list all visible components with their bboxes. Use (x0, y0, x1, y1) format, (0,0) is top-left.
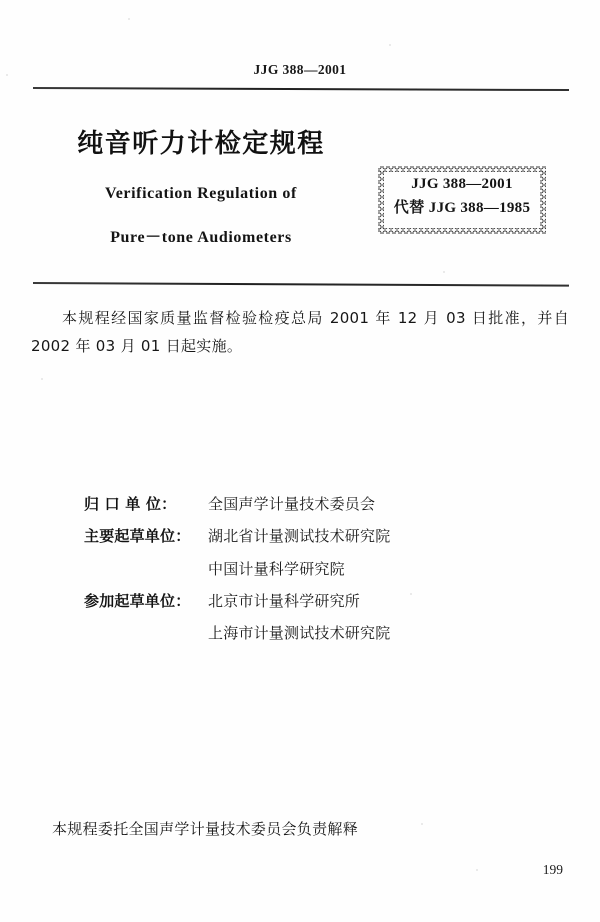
credit-row (84, 520, 504, 552)
title-divider-rule (33, 282, 569, 286)
credit-label-responsible-body: 归 口 单 位： (84, 495, 177, 513)
scan-speck (128, 18, 130, 20)
title-english-line-2: Pure－tone Audiometers (110, 228, 292, 246)
scan-speck (410, 593, 412, 595)
standard-number-box (376, 164, 548, 236)
header-rule (33, 87, 569, 91)
title-block (36, 128, 366, 247)
credit-label-principal-drafters: 主要起草单位： (84, 527, 191, 546)
scan-speck (443, 271, 445, 273)
title-chinese: 纯音听力计检定规程 (77, 129, 325, 159)
scan-speck (421, 823, 423, 825)
credit-value-participating-drafter-1: 北京市计量科学研究所 (208, 591, 361, 610)
credit-row (84, 585, 504, 617)
interpretation-note: 本规程委托全国声学计量技术委员会负责解释 (52, 820, 359, 838)
approval-paragraph (31, 305, 569, 361)
standard-replaces-number: JJG 388—1985 (428, 200, 531, 217)
scan-speck (476, 869, 478, 871)
scan-speck (389, 44, 391, 46)
title-english-line-1: Verification Regulation of (105, 184, 297, 202)
standard-replaces-label: 代替 (393, 198, 425, 217)
standard-number: JJG 388—2001 (411, 176, 513, 192)
credit-row (84, 553, 504, 585)
standard-replaces (382, 196, 542, 220)
credit-value-principal-drafter-1: 湖北省计量测试技术研究院 (208, 527, 391, 546)
running-head: JJG 388—2001 (253, 62, 347, 77)
credit-value-participating-drafter-2: 上海市计量测试技术研究院 (208, 624, 391, 642)
credit-label-participating-drafters: 参加起草单位： (84, 591, 191, 610)
credit-row (84, 488, 504, 520)
approval-text: 本规程经国家质量监督检验检疫总局 2001 年 12 月 03 日批准，并自 2002 年 03 月 01 日起实施。 (31, 309, 569, 355)
scan-speck (6, 74, 8, 76)
credit-value-principal-drafter-2: 中国计量科学研究院 (208, 559, 345, 578)
credit-row (84, 617, 504, 649)
page-number: 199 (542, 862, 563, 877)
credits-block (84, 488, 504, 649)
credit-value-responsible-body: 全国声学计量技术委员会 (208, 495, 376, 513)
scan-speck (41, 378, 43, 380)
